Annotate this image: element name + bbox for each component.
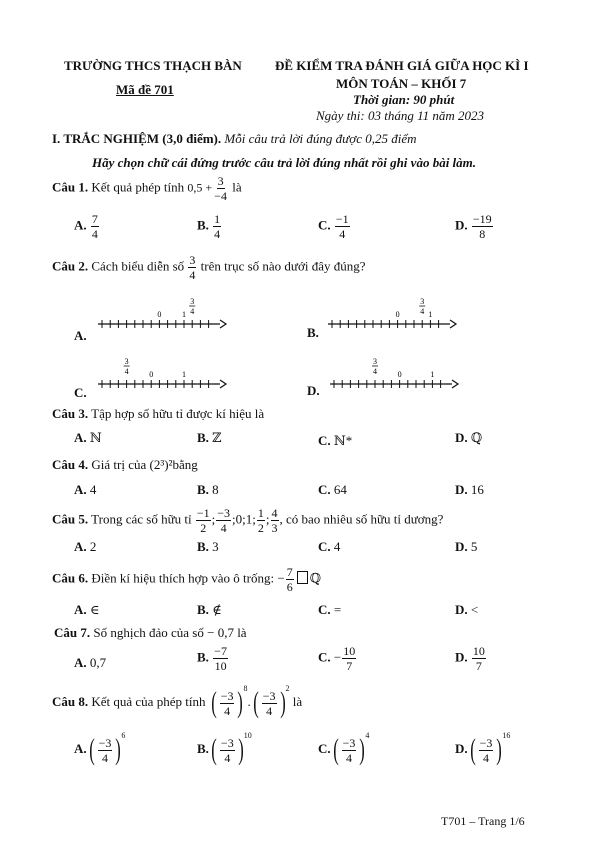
- axis-arrow: [220, 320, 226, 328]
- q3-option-d[interactable]: D. ℚ: [455, 430, 483, 445]
- q2-option-b[interactable]: B.: [307, 325, 319, 340]
- fraction-label-num: 3: [373, 357, 377, 366]
- q8-term-1: ( $\frac{-3}{4}$ ) $^8$: [210, 684, 248, 719]
- q5-frac-4: $\frac{4}{3}$: [271, 506, 278, 535]
- exam-time: Thời gian: 90 phút: [353, 92, 455, 107]
- q5-frac-3: $\frac{1}{2}$: [257, 506, 264, 535]
- q8-text: Kết quả của phép tính: [91, 693, 206, 709]
- q2-option-c[interactable]: C.: [74, 385, 87, 400]
- exam-date: Ngày thi: 03 tháng 11 năm 2023: [316, 108, 485, 123]
- q6-fraction: $\frac{7}{6}$: [286, 565, 293, 594]
- question-1: [52, 175, 242, 202]
- q7-option-c[interactable]: C. − $\frac{10}{7}$: [318, 644, 356, 673]
- q2-fraction: $\frac{3}{4}$: [189, 253, 196, 282]
- q5-tail: có bao nhiêu số hữu tỉ dương?: [286, 511, 444, 527]
- q7-option-a[interactable]: A. 0,7: [74, 655, 107, 670]
- q5-frac-2: $\frac{-3}{4}$: [217, 506, 231, 535]
- q1-option-c[interactable]: C. $\frac{-1}{4}$: [318, 212, 349, 241]
- section-note: Mỗi câu trả lời đúng được 0,25 điểm: [224, 131, 417, 146]
- fraction-label-den: 4: [420, 307, 425, 316]
- q1-fraction: $\frac{3}{-4}$: [214, 174, 227, 203]
- exam-code: Mã đề 701: [116, 82, 174, 97]
- subject-title: MÔN TOÁN – KHỐI 7: [336, 76, 467, 91]
- number-line-a-axis: [98, 297, 226, 328]
- q6-text: Điền kí hiệu thích hợp vào ô trống:: [91, 570, 275, 586]
- q2-tail: trên trục số nào dưới đây đúng?: [200, 258, 366, 274]
- q7-option-b[interactable]: B. $\frac{-7}{10}$: [197, 644, 227, 673]
- q2-option-a[interactable]: A.: [74, 328, 87, 343]
- q5-option-a[interactable]: A. 2: [74, 539, 97, 554]
- school-name: TRƯỜNG THCS THẠCH BÀN: [64, 58, 242, 73]
- q3-label: Câu 3.: [52, 406, 89, 421]
- page-footer: T701 – Trang 1/6: [441, 814, 525, 828]
- number-line-d[interactable]: [322, 350, 462, 395]
- q3-a-value: ℕ: [89, 430, 102, 445]
- tick-label-zero: 0: [149, 370, 154, 379]
- fraction-label-den: 4: [124, 367, 129, 376]
- q3-text: Tập hợp số hữu tỉ được kí hiệu là: [91, 406, 265, 421]
- q8-option-b[interactable]: B. ( $\frac{-3}{4}$ ) $^{10}$: [197, 731, 252, 766]
- q1-expr: 0,5 +: [187, 180, 213, 195]
- q4-option-b[interactable]: B. 8: [197, 482, 219, 497]
- q6-option-a[interactable]: A. ∈: [74, 602, 100, 617]
- q6-option-d[interactable]: D. <: [455, 602, 479, 617]
- tick-label-one: 1: [430, 370, 435, 379]
- q7-option-d[interactable]: D. $\frac{10}{7}$: [455, 644, 485, 673]
- q2-option-d[interactable]: D.: [307, 383, 320, 398]
- q4-expr: (2³)²: [149, 457, 173, 472]
- q4-label: Câu 4.: [52, 457, 89, 472]
- axis-arrow: [450, 320, 456, 328]
- tick-label-one: 1: [428, 310, 433, 319]
- q3-d-value: ℚ: [470, 430, 483, 445]
- q6-option-c[interactable]: C. =: [318, 602, 342, 617]
- q8-term-2: ( $\frac{-3}{4}$ ) $^2$: [252, 684, 290, 719]
- q6-label: Câu 6.: [52, 570, 89, 586]
- fraction-label-num: 3: [124, 357, 129, 366]
- q3-b-value: ℤ: [212, 430, 222, 445]
- q4-option-d[interactable]: D. 16: [455, 482, 484, 497]
- q5-label: Câu 5.: [52, 511, 89, 527]
- q3-option-a[interactable]: A. ℕ: [74, 430, 102, 445]
- question-4: [52, 457, 198, 473]
- tick-label-zero: 0: [395, 310, 400, 319]
- q7-text: Số nghịch đảo của số − 0,7 là: [93, 625, 247, 640]
- q8-tail: là: [292, 693, 303, 709]
- q1-tail: là: [232, 179, 242, 195]
- q1-option-a[interactable]: A. $\frac{7}{4}$: [74, 212, 98, 241]
- q3-c-value: ℕ*: [333, 433, 353, 448]
- question-6: [52, 566, 321, 593]
- q4-text: Giá trị của: [91, 457, 147, 472]
- tick-label-zero: 0: [157, 310, 162, 319]
- fraction-label-num: 3: [420, 297, 425, 306]
- fraction-label-num: 3: [190, 297, 195, 306]
- q8-option-c[interactable]: C. ( $\frac{-3}{4}$ ) $^4$: [318, 731, 370, 766]
- fraction-label-den: 4: [373, 367, 377, 376]
- exam-title: ĐỀ KIỂM TRA ĐÁNH GIÁ GIỮA HỌC KÌ I: [275, 58, 529, 73]
- q5-frac-1: $\frac{-1}{2}$: [196, 506, 210, 535]
- q8-option-d[interactable]: D. ( $\frac{-3}{4}$ ) $^{16}$: [455, 731, 511, 766]
- tick-label-one: 1: [182, 310, 186, 319]
- q6-option-b[interactable]: B. ∉: [197, 602, 222, 617]
- question-7: [54, 625, 247, 641]
- section-instruction: Hãy chọn chữ cái đứng trước câu trả lời đúng nhất rồi ghi vào bài làm.: [92, 155, 477, 170]
- q6-minus: −: [277, 570, 285, 586]
- q8-option-a[interactable]: A. ( $\frac{-3}{4}$ ) $^6$: [74, 731, 126, 766]
- tick-label-one: 1: [182, 370, 186, 379]
- q5-option-b[interactable]: B. 3: [197, 539, 219, 554]
- fraction-label-den: 4: [190, 307, 195, 316]
- q8-label: Câu 8.: [52, 693, 89, 709]
- section-heading: [52, 131, 417, 147]
- number-line-d-axis: [330, 357, 458, 388]
- q5-text: Trong các số hữu tỉ: [91, 511, 192, 527]
- answer-box[interactable]: [297, 571, 308, 584]
- q3-option-b[interactable]: B. ℤ: [197, 430, 222, 445]
- q5-option-c[interactable]: C. 4: [318, 539, 341, 554]
- q4-tail: bằng: [172, 457, 198, 472]
- number-line-a[interactable]: [90, 290, 230, 335]
- q1-option-b[interactable]: B. $\frac{1}{4}$: [197, 212, 221, 241]
- number-line-c-axis: [98, 357, 226, 388]
- section-title: I. TRẮC NGHIỆM (3,0 điểm).: [52, 131, 222, 146]
- q2-label: Câu 2.: [52, 258, 89, 274]
- number-line-b-axis: [328, 297, 456, 328]
- q1-option-d[interactable]: D. $\frac{-19}{8}$: [455, 212, 492, 241]
- q4-option-c[interactable]: C. 64: [318, 482, 347, 497]
- q4-option-a[interactable]: A. 4: [74, 482, 97, 497]
- question-8: Câu 8. Kết quả của phép tính ( $\frac{-3}{4}$ ) $^8$ . ( $\frac{-3}{4}$ ) $^2$ là: [52, 684, 303, 719]
- question-2: [52, 254, 366, 281]
- q2-text: Cách biểu diễn số: [91, 258, 185, 274]
- tick-label-zero: 0: [397, 370, 402, 379]
- number-line-c[interactable]: [90, 350, 230, 395]
- question-3: [52, 406, 264, 422]
- q5-option-d[interactable]: D. 5: [455, 539, 478, 554]
- q1-label: Câu 1.: [52, 179, 89, 195]
- axis-arrow: [220, 380, 226, 388]
- question-5: Câu 5. Trong các số hữu tỉ $\frac{-1}{2}$ ; $\frac{-3}{4}$ ;0;1; $\frac{1}{2}$ ; $\frac{4}{3}$ , có bao nhiêu số hữu tỉ dương?: [52, 506, 444, 535]
- axis-arrow: [452, 380, 458, 388]
- q1-text: Kết quả phép tính: [91, 179, 185, 195]
- q7-label: Câu 7.: [54, 625, 91, 640]
- q6-set: ℚ: [309, 570, 322, 586]
- q5-mid: 0;1;: [235, 511, 256, 527]
- number-line-b[interactable]: [320, 290, 460, 335]
- q3-option-c[interactable]: C. ℕ*: [318, 433, 353, 448]
